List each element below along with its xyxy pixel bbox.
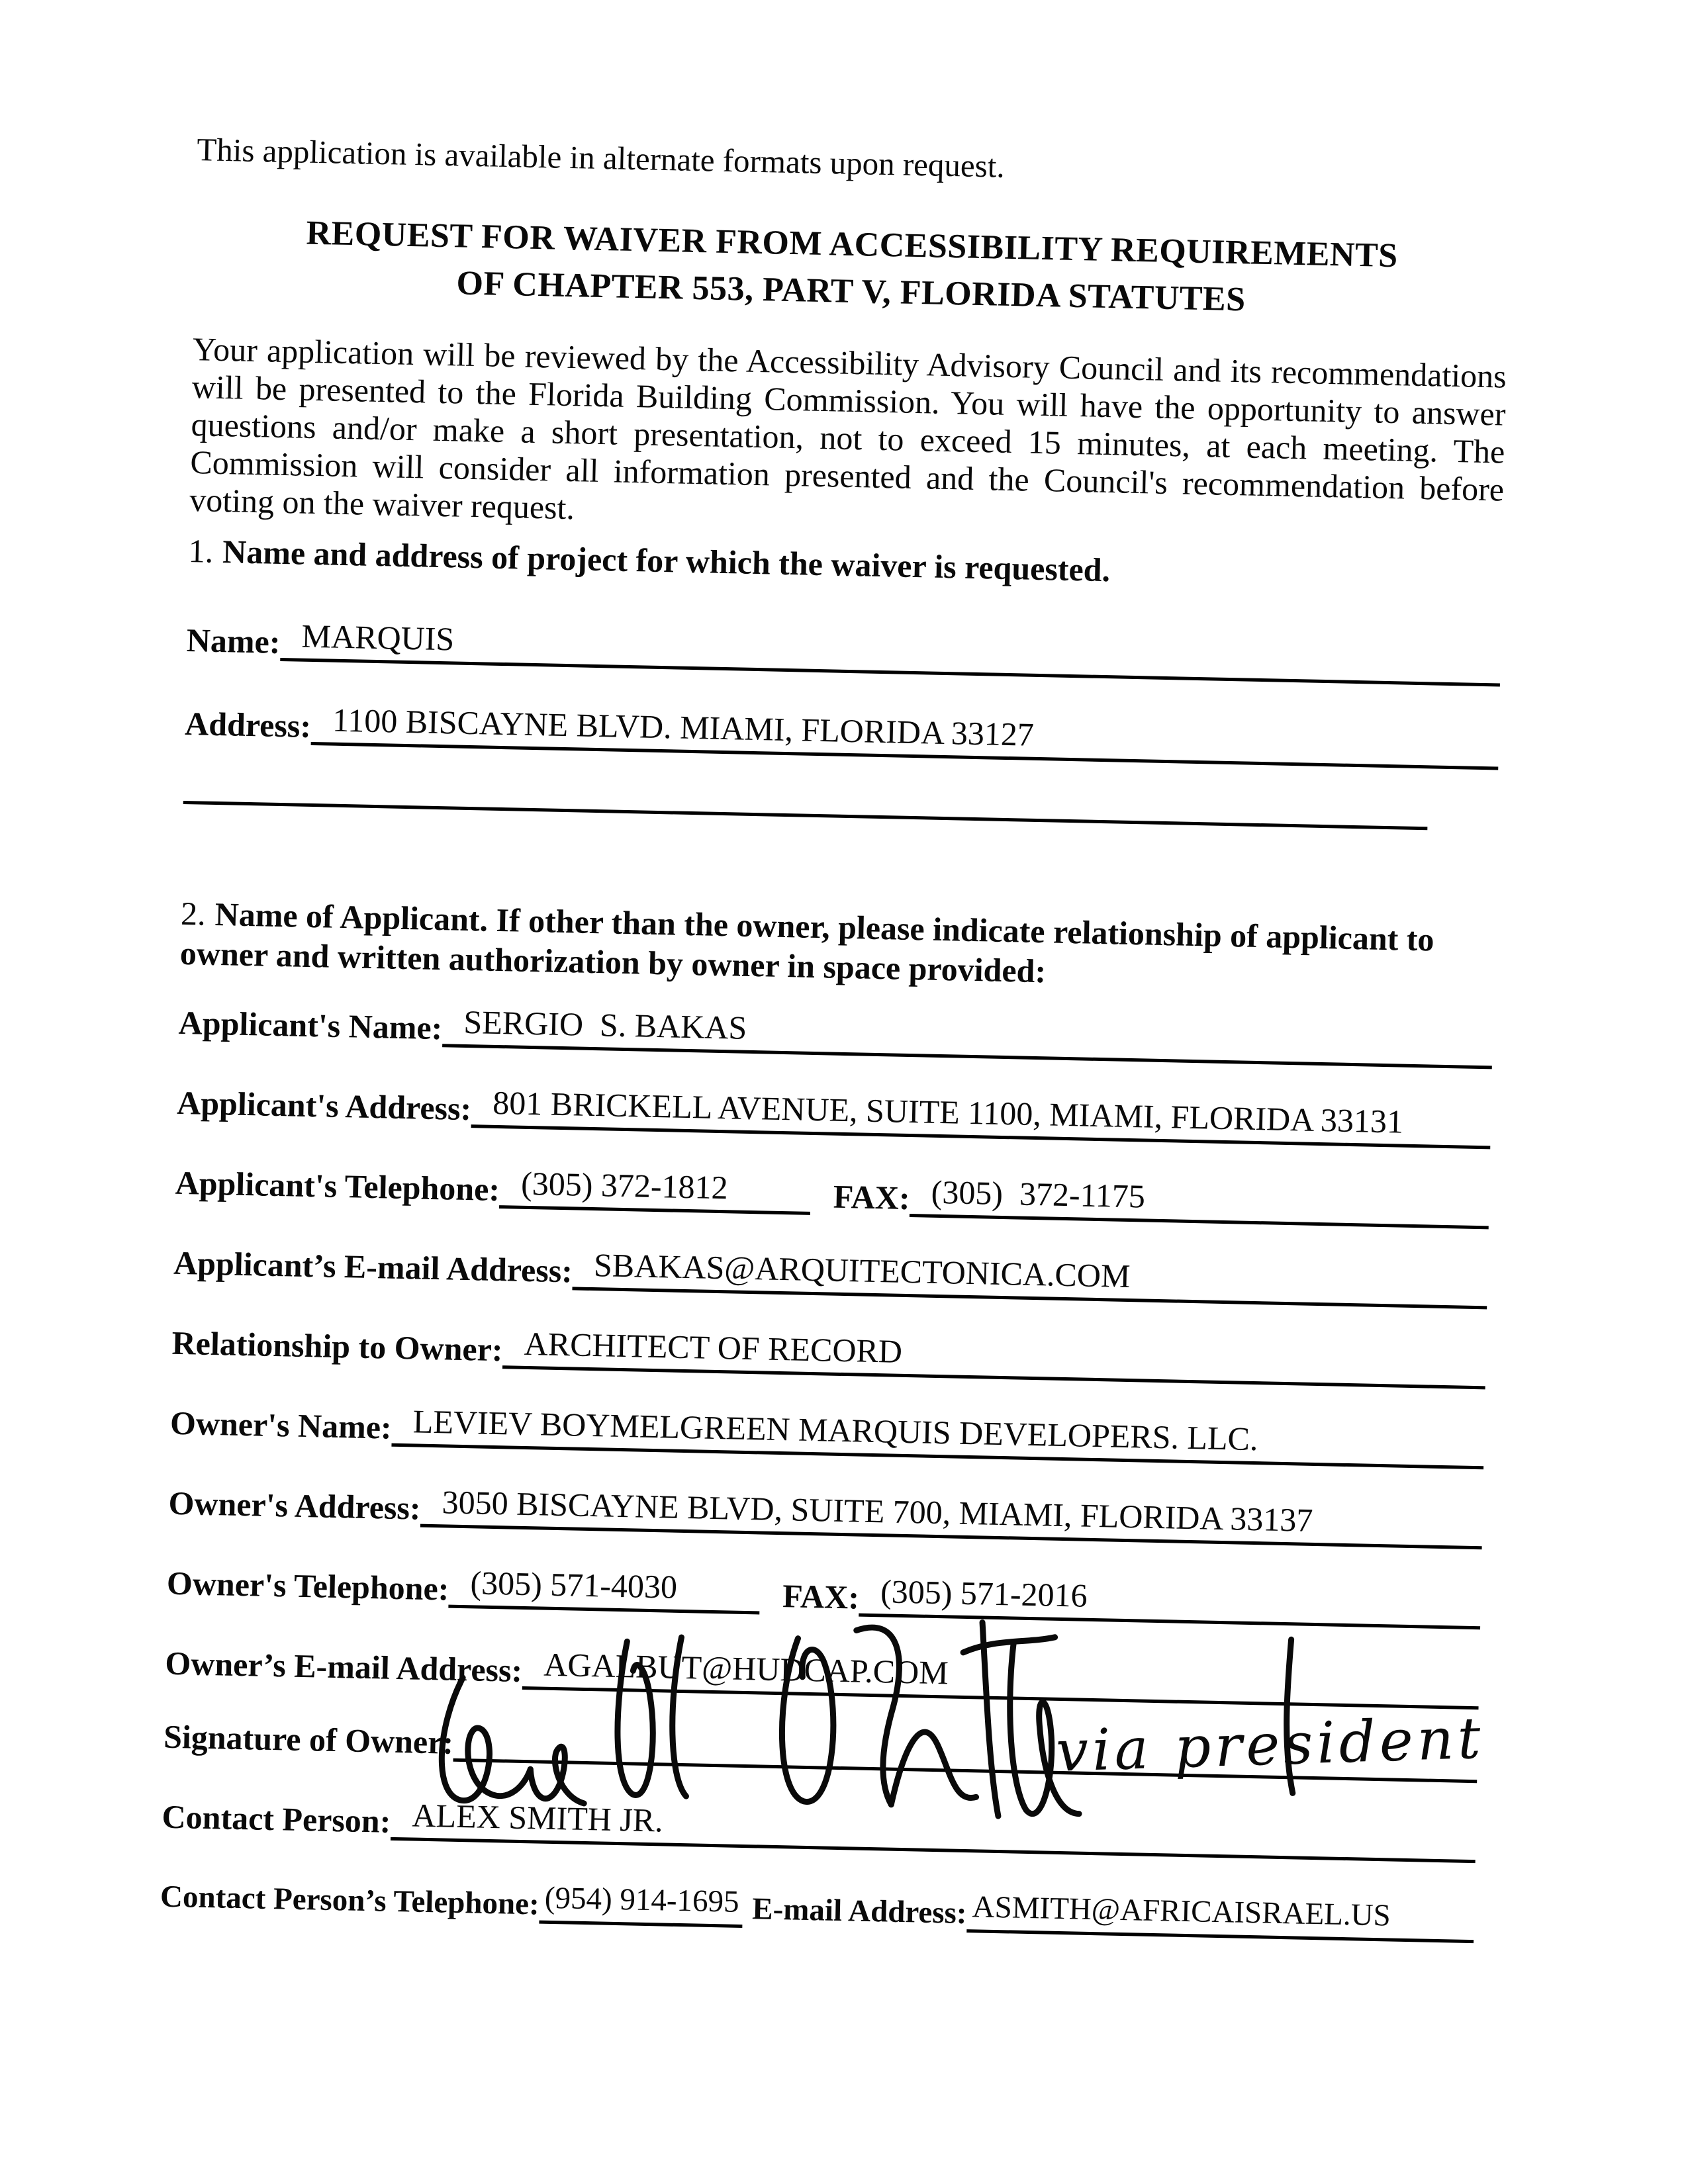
owner-fax-label: FAX: (782, 1577, 860, 1616)
applicant-telephone-value: (305) 372-1812 (499, 1163, 811, 1215)
alternate-formats-notice: This application is available in alternate formats upon request. (196, 131, 1006, 185)
applicant-email-label: Applicant’s E-mail Address: (173, 1244, 573, 1290)
applicant-telephone-row (175, 1157, 1489, 1230)
signature-handwritten-note: via president (1055, 1705, 1486, 1785)
section-2-heading (179, 893, 1495, 1001)
owner-telephone-value: (305) 571-4030 (449, 1563, 761, 1615)
applicant-fax-label: FAX: (833, 1177, 911, 1217)
project-address-blank-line (183, 801, 1428, 830)
intro-paragraph: Your application will be reviewed by the Accessibility Advisory Council and its recommendations will be presented to the Florida Building Commission. You will have the opportunity to answer questions and/or make a short presentation, not to exceed 15 minutes, at each meeting. The Commission will consider all information presented and the Council's recommendation before voting on the waiver request. (189, 330, 1507, 527)
relationship-label: Relationship to Owner: (171, 1324, 504, 1369)
owner-name-value: LEVIEV BOYMELGREEN MARQUIS DEVELOPERS. LLC. (391, 1402, 1484, 1470)
form-title (194, 207, 1510, 329)
form-title-line1: REQUEST FOR WAIVER FROM ACCESSIBILITY REQUIREMENTS (305, 214, 1399, 275)
owner-telephone-label: Owner's Telephone: (166, 1564, 449, 1608)
project-name-row (186, 614, 1501, 687)
contact-telephone-row (160, 1871, 1475, 1944)
applicant-address-value: 801 BRICKELL AVENUE, SUITE 1100, MIAMI, FLORIDA 33131 (471, 1083, 1491, 1149)
section-1-number: 1. (188, 532, 214, 570)
owner-fax-value: (305) 571-2016 (859, 1572, 1481, 1630)
section-2-number: 2. (180, 894, 207, 933)
relationship-row (171, 1317, 1486, 1390)
applicant-name-row (178, 997, 1493, 1069)
owner-name-label: Owner's Name: (169, 1404, 393, 1446)
owner-address-value: 3050 BISCAYNE BLVD, SUITE 700, MIAMI, FLORIDA 33137 (420, 1482, 1483, 1550)
applicant-email-value: SBAKAS@ARQUITECTONICA.COM (572, 1245, 1487, 1309)
applicant-telephone-label: Applicant's Telephone: (175, 1163, 500, 1208)
section-2-heading-text: Name of Applicant. If other than the owner, please indicate relationship of applicant to owner and written authorization by owner in space provided: (179, 895, 1435, 990)
applicant-address-row (177, 1077, 1491, 1150)
owner-address-row (168, 1477, 1483, 1550)
owner-telephone-row (166, 1557, 1481, 1630)
form-title-line2: OF CHAPTER 553, PART V, FLORIDA STATUTES (456, 264, 1246, 319)
applicant-name-label: Applicant's Name: (178, 1003, 443, 1047)
contact-email-label: E-mail Address: (751, 1891, 968, 1931)
project-name-label: Name: (186, 621, 281, 660)
owner-signature-line (453, 1755, 1477, 1783)
project-name-value: MARQUIS (280, 616, 1501, 687)
applicant-address-label: Applicant's Address: (176, 1083, 472, 1128)
project-address-label: Address: (184, 704, 312, 745)
owner-name-row (170, 1397, 1485, 1470)
project-address-value: 1100 BISCAYNE BLVD. MIAMI, FLORIDA 33127 (310, 700, 1499, 770)
contact-person-row (162, 1791, 1476, 1864)
contact-telephone-label: Contact Person’s Telephone: (160, 1879, 540, 1922)
section-1-heading-text: Name and address of project for which the waiver is requested. (222, 533, 1111, 589)
applicant-name-value: SERGIO S. BAKAS (442, 1002, 1493, 1069)
signature-zone (163, 1637, 1486, 1785)
applicant-email-row (173, 1237, 1488, 1310)
contact-email-value: ASMITH@AFRICAISRAEL.US (966, 1888, 1475, 1943)
contact-person-label: Contact Person: (162, 1797, 391, 1840)
contact-person-value: ALEX SMITH JR. (391, 1796, 1476, 1863)
form-content (160, 130, 1511, 1943)
contact-telephone-value: (954) 914-1695 (539, 1879, 743, 1928)
owner-signature-row (164, 1717, 1478, 1784)
owner-email-label: Owner’s E-mail Address: (164, 1644, 523, 1689)
owner-address-label: Owner's Address: (167, 1484, 422, 1527)
relationship-value: ARCHITECT OF RECORD (502, 1324, 1486, 1389)
owner-email-row (165, 1637, 1479, 1710)
owner-email-value: AGALBUT@HUDCAP.COM (522, 1645, 1479, 1709)
owner-signature-label: Signature of Owner: (163, 1717, 454, 1761)
applicant-fax-value: (305) 372-1175 (910, 1172, 1489, 1229)
project-address-row (185, 698, 1499, 770)
